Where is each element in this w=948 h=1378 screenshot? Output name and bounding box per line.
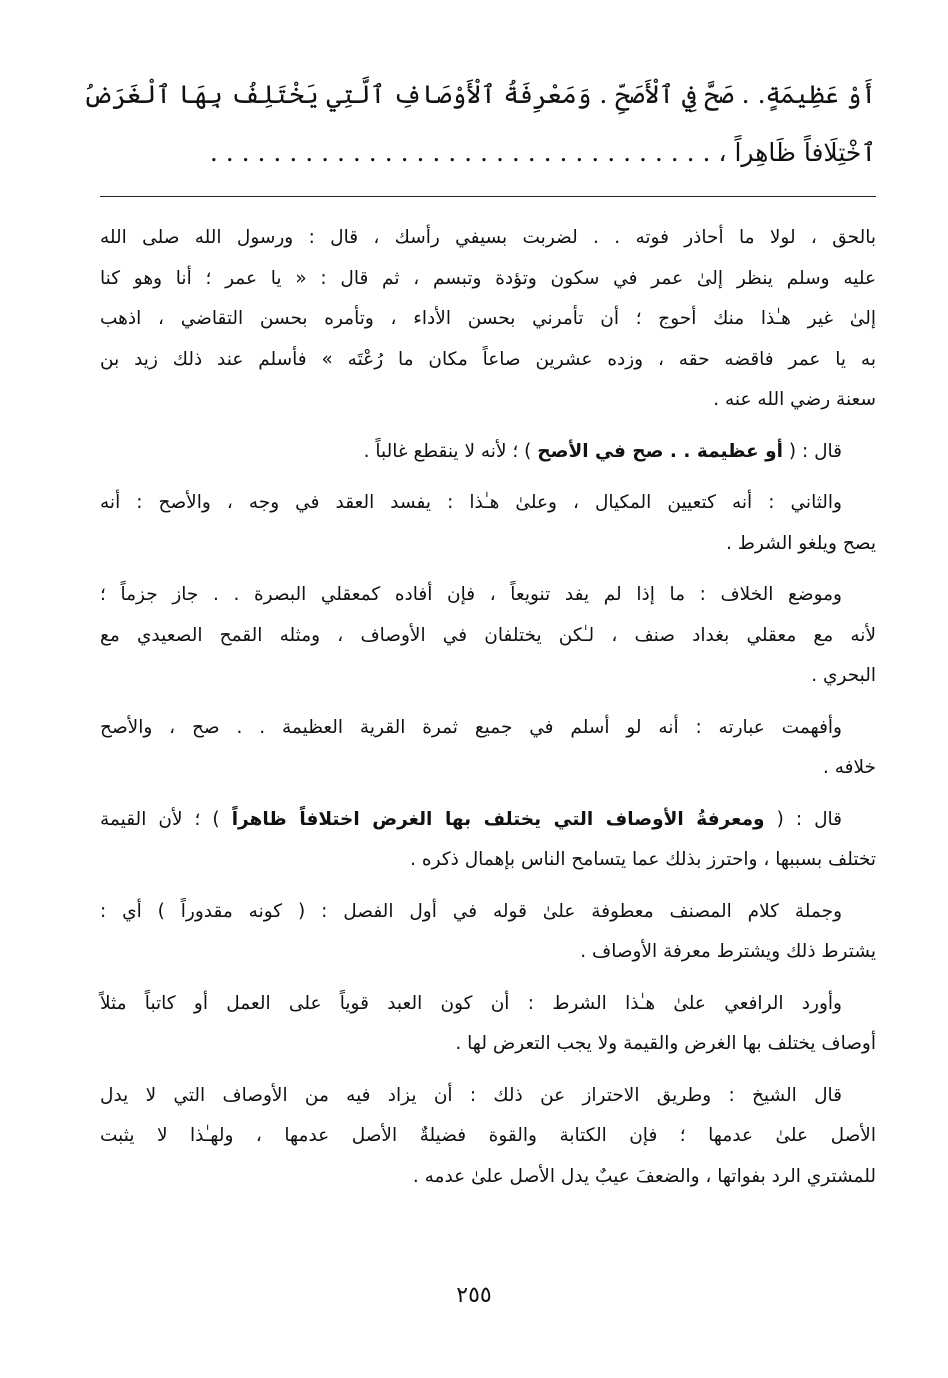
text-line: قال الشيخ : وطريق الاحتراز عن ذلك : أن يزاد فيه من الأوصاف التي لا يدل [100,1084,842,1106]
text-line: يشترط ذلك ويشترط معرفة الأوصاف . [580,941,876,962]
commentary-paragraph [100,483,876,564]
section-divider [100,196,876,197]
quote-suffix: ) ؛ لأن القيمة [100,808,232,830]
text-line: خلافه . [823,757,876,778]
text-line: وأفهمت عبارته : أنه لو أسلم في جميع ثمرة القرية العظيمة . . صح ، والأصح [100,716,842,738]
main-text-line: ٱخْتِلَافاً ظَاهِراً ، . . . . . . . . . . . . . . . . . . . . . . . . . . . . . . . . [209,138,876,167]
quote-suffix: ) ؛ لأنه لا ينقطع غالباً . [363,440,538,462]
text-line: إلىٰ غير هـٰذا منك أحوج ؛ أن تأمرني بحسن الأداء ، وتأمره بحسن التقاضي ، اذهب [100,308,876,329]
quote-prefix: قال : ( [764,808,842,830]
text-line: تختلف بسببها ، واحترز بذلك عما يتسامح الناس بإهمال ذكره . [410,849,876,870]
text-line: وأورد الرافعي علىٰ هـٰذا الشرط : أن كون العبد قوياً على العمل أو كاتباً مثلاً [100,992,842,1014]
text-line: الأصل علىٰ عدمها ؛ فإن الكتابة والقوة فضيلةٌ الأصل عدمها ، ولهـٰذا لا يثبت [100,1125,876,1146]
commentary-paragraph [100,432,876,473]
main-text [82,66,876,182]
text-line: والثاني : أنه كتعيين المكيال ، وعلىٰ هـٰذا : يفسد العقد في وجه ، والأصح : أنه [100,492,842,513]
commentary-paragraph [100,1076,876,1198]
quoted-main-text: ومعرفةُ الأوصاف التي يختلف بها الغرض اختلافاً ظاهراً [231,808,765,830]
quoted-main-text: أو عظيمة . . صح في الأصح [537,440,783,462]
text-line: وموضع الخلاف : ما إذا لم يفد تنويعاً ، فإن أفاده كمعقلي البصرة . . جاز جزماً ؛ [100,584,842,605]
text-line: سعنة رضي الله عنه . [713,389,876,410]
commentary-paragraph [100,575,876,697]
commentary-paragraph [100,708,876,789]
commentary-paragraph [100,984,876,1065]
commentary-paragraph [100,892,876,973]
text-line: أوصاف يختلف بها الغرض والقيمة ولا يجب التعرض لها . [455,1033,876,1054]
text-line: للمشتري الرد بفواتها ، والضعفَ عيبٌ يدل الأصل علىٰ عدمه . [412,1165,876,1187]
text-line: بالحق ، لولا ما أحاذر فوته . . لضربت بسيفي رأسك ، قال : ورسول الله صلى الله [100,227,876,248]
main-text-line: أَوْ عَظِيمَةٍ. . صَحَّ فِي ٱلْأَصَحِّ . وَمَعْرِفَةُ ٱلْأَوْصَافِ ٱلَّتِي يَخْتَلِفُ بِهَا ٱلْغَرَضُ [82,80,876,109]
quote-prefix: قال : ( [782,440,842,462]
text-line: وجملة كلام المصنف معطوفة علىٰ قوله في أول الفصل : ( كونه مقدوراً ) أي : [100,900,842,922]
page-number: ٢٥٥ [456,1283,492,1308]
text-line: به يا عمر فاقضه حقه ، وزده عشرين صاعاً مكان ما رُعْتَه » فأسلم عند ذلك زيد بن [100,348,876,370]
text-line: يصح ويلغو الشرط . [726,532,876,554]
text-line: لأنه مع معقلي بغداد صنف ، لـٰكن يختلفان في الأوصاف ، ومثله القمح الصعيدي مع [100,624,876,646]
text-line: عليه وسلم ينظر إلىٰ عمر في سكون وتؤدة وتبسم ، ثم قال : « يا عمر ؛ أنا وهو كنا [100,267,876,289]
text-line [100,432,876,473]
commentary [100,218,876,1208]
commentary-paragraph [100,218,876,421]
text-line: البحري . [811,665,876,686]
text-line [100,800,876,841]
commentary-paragraph [100,800,876,881]
